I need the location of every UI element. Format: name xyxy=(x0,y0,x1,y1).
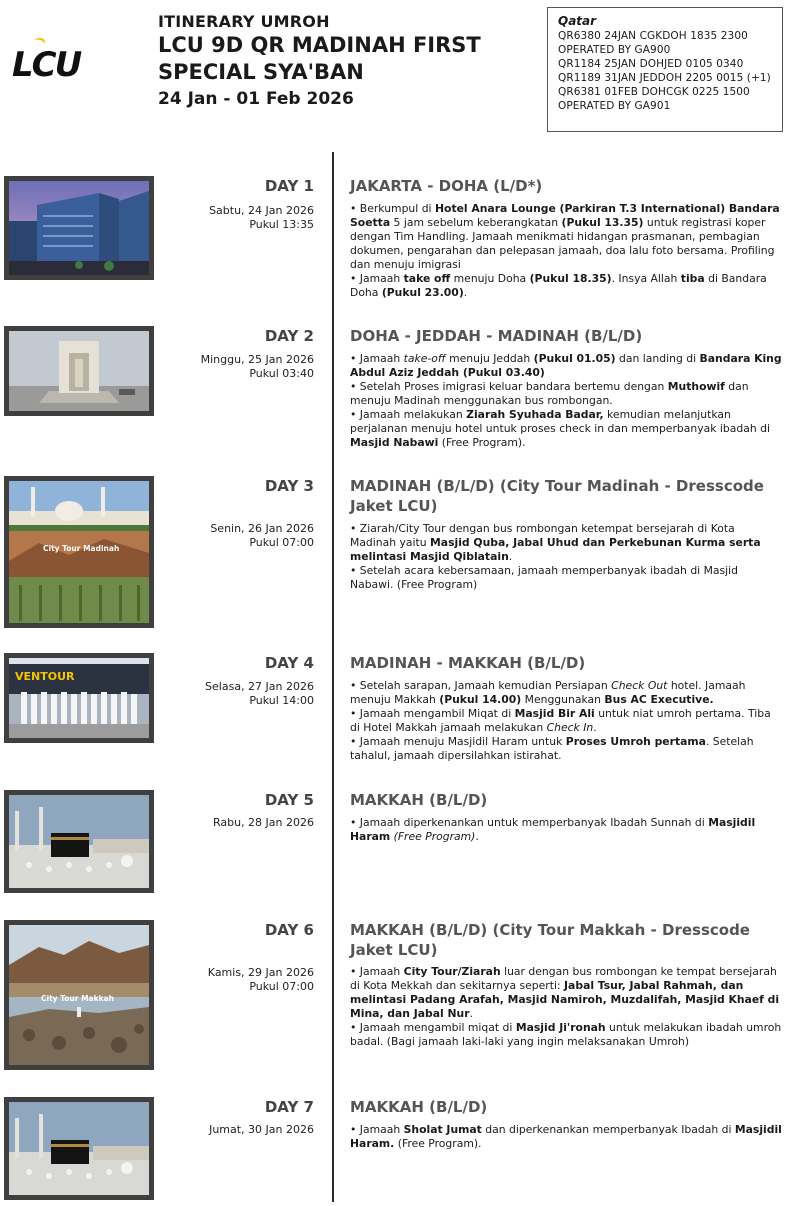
title-line-2: LCU 9D QR MADINAH FIRST xyxy=(158,33,481,57)
itinerary-title xyxy=(158,12,528,110)
description-run: (Free Program) xyxy=(393,830,476,843)
description-run: untuk registrasi koper dengan Tim Handling. Jamaah menikmati hidangan prasmanan, pembagian dokumen, pengarahan dan pelepasan jamaah, doa lalu foto bersama. Profiling dan menuju imigrasi xyxy=(350,216,775,271)
description-run: untuk melakukan ibadah umroh badal. (Bagi jamaah laki-laki yang ingin melaksanakan Umroh) xyxy=(350,1021,782,1048)
description-run: (Pukul 13.35) xyxy=(561,216,644,229)
description-run: . xyxy=(475,830,479,843)
description-run: . Setelah tahalul, jamaah dipersilahkan istirahat. xyxy=(350,735,754,762)
bus-logo-text: VENTOUR xyxy=(15,670,75,683)
day-description xyxy=(350,679,782,763)
description-run: • Ziarah/City Tour dengan bus rombongan ketempat bersejarah di Kota Madinah yaitu xyxy=(350,522,735,549)
description-run: tiba xyxy=(680,272,705,285)
description-run: Masjid Nabawi xyxy=(350,436,439,449)
day-date: Selasa, 27 Jan 2026 xyxy=(205,680,314,693)
description-run: (Pukul 23.00) xyxy=(381,286,464,299)
description-run: Bus AC Executive. xyxy=(604,693,714,706)
day-description xyxy=(350,1123,782,1151)
flight-line: QR6380 24JAN CGKDOH 1835 2300 xyxy=(558,30,748,42)
description-run: dan landing di xyxy=(615,352,700,365)
description-run: . Insya Allah xyxy=(611,272,681,285)
day-time: Pukul 07:00 xyxy=(249,980,314,993)
day-label: DAY 2 xyxy=(264,327,314,345)
day-description xyxy=(350,522,782,592)
day-description xyxy=(350,965,782,1049)
description-paragraph xyxy=(350,679,782,707)
day-description xyxy=(350,816,782,844)
description-paragraph xyxy=(350,816,782,844)
description-run: Bandara King Abdul Aziz Jeddah (Pukul 03.40) xyxy=(350,352,782,379)
day-4-photo xyxy=(4,653,154,743)
description-run: hotel. Jamaah menuju Makkah xyxy=(350,679,746,706)
description-run: kemudian melanjutkan perjalanan menuju hotel untuk proses check in dan memperbanyak ibadah di xyxy=(350,408,770,435)
svg-text:LCU: LCU xyxy=(12,45,81,82)
description-run: Masjid Ji'ronah xyxy=(515,1021,606,1034)
title-line-3: SPECIAL SYA'BAN xyxy=(158,60,364,84)
flight-line: OPERATED BY GA900 xyxy=(558,44,671,56)
day-date: Senin, 26 Jan 2026 xyxy=(210,522,314,535)
day-title: MAKKAH (B/L/D) xyxy=(350,1098,488,1116)
day-title: JAKARTA - DOHA (L/D*) xyxy=(350,177,543,195)
day-6-photo xyxy=(4,920,154,1070)
day-date: Rabu, 28 Jan 2026 xyxy=(212,816,314,829)
description-run: Menggunakan xyxy=(521,693,605,706)
description-run: Check In xyxy=(546,721,594,734)
description-run: di Bandara Doha xyxy=(350,272,767,299)
day-time: Pukul 13:35 xyxy=(249,218,314,231)
description-run: . xyxy=(469,1007,473,1020)
flight-line: QR6381 01FEB DOHCGK 0225 1500 xyxy=(558,86,750,98)
description-run: • Jamaah menuju Masjidil Haram untuk xyxy=(350,735,566,748)
description-paragraph xyxy=(350,1021,782,1049)
description-run: Masjidil Haram xyxy=(350,816,756,843)
description-paragraph xyxy=(350,965,782,1021)
description-run: • Berkumpul di xyxy=(350,202,435,215)
day-date: Jumat, 30 Jan 2026 xyxy=(209,1123,314,1136)
timeline-divider xyxy=(332,152,334,1202)
description-paragraph xyxy=(350,202,782,272)
description-run: Hotel Anara Lounge (Parkiran T.3 International) Bandara Soetta xyxy=(350,202,780,229)
description-run: • Setelah acara kebersamaan, jamaah memperbanyak ibadah di Masjid Nabawi. (Free Program) xyxy=(350,564,739,591)
description-run: untuk niat umroh pertama. Tiba di Hotel Makkah jamaah melakukan xyxy=(350,707,771,734)
day-time: Pukul 14:00 xyxy=(249,694,314,707)
day-2-photo xyxy=(4,326,154,416)
description-run: dan diperkenankan memperbanyak Ibadah di xyxy=(481,1123,735,1136)
description-run: • Jamaah xyxy=(350,272,404,285)
description-paragraph xyxy=(350,1123,782,1151)
description-paragraph xyxy=(350,272,782,300)
day-description xyxy=(350,352,782,450)
day-description xyxy=(350,202,782,300)
description-run: menuju Jeddah xyxy=(445,352,534,365)
description-run: take off xyxy=(403,272,451,285)
description-paragraph xyxy=(350,352,782,380)
flight-info-box xyxy=(547,7,783,132)
day-1-photo xyxy=(4,176,154,280)
description-run: 5 jam sebelum keberangkatan xyxy=(390,216,562,229)
description-run: (Pukul 14.00) xyxy=(439,693,522,706)
description-run: • Setelah Proses imigrasi keluar bandara bertemu dengan xyxy=(350,380,668,393)
description-run: • Jamaah melakukan xyxy=(350,408,467,421)
city-tour-caption: City Tour Makkah xyxy=(41,994,114,1003)
day-label: DAY 7 xyxy=(264,1098,314,1116)
description-run: Ziarah Syuhada Badar, xyxy=(466,408,604,421)
description-paragraph xyxy=(350,522,782,564)
description-run: • Jamaah mengambil miqat di xyxy=(350,1021,516,1034)
description-run: luar dengan bus rombongan ke tempat bersejarah di Kota Mekkah dan sekitarnya seperti: xyxy=(350,965,777,992)
day-date: Kamis, 29 Jan 2026 xyxy=(207,966,314,979)
description-run: dan menuju Madinah menggunakan bus rombongan. xyxy=(350,380,749,407)
day-label: DAY 6 xyxy=(264,921,314,939)
description-run: Muthowif xyxy=(667,380,725,393)
description-run: take-off xyxy=(403,352,446,365)
day-5-photo xyxy=(4,790,154,893)
day-label: DAY 4 xyxy=(264,654,314,672)
description-run: . xyxy=(463,286,468,299)
day-title: MADINAH (B/L/D) (City Tour Madinah - Dresscode Jaket LCU) xyxy=(350,477,764,515)
day-title: MAKKAH (B/L/D) (City Tour Makkah - Dresscode Jaket LCU) xyxy=(350,921,750,959)
description-run: • Jamaah diperkenankan untuk memperbanyak Ibadah Sunnah di xyxy=(350,816,709,829)
day-title: MAKKAH (B/L/D) xyxy=(350,791,488,809)
description-run: • Jamaah xyxy=(350,1123,404,1136)
description-paragraph xyxy=(350,564,782,592)
description-run: Masjidil Haram. xyxy=(350,1123,782,1150)
day-time: Pukul 07:00 xyxy=(249,536,314,549)
day-time: Pukul 03:40 xyxy=(249,367,314,380)
description-run: Masjid Quba, Jabal Uhud dan Perkebunan Kurma serta melintasi Masjid Qiblatain xyxy=(350,536,761,563)
description-run: City Tour/Ziarah xyxy=(403,965,501,978)
day-date: Sabtu, 24 Jan 2026 xyxy=(209,204,314,217)
description-run: • Jamaah xyxy=(350,352,404,365)
description-paragraph xyxy=(350,408,782,450)
description-run: menuju Doha xyxy=(450,272,530,285)
day-3-photo xyxy=(4,476,154,628)
title-line-1: ITINERARY UMROH xyxy=(158,12,330,31)
description-run: Sholat Jumat xyxy=(403,1123,482,1136)
flight-line: QR1189 31JAN JEDDOH 2205 0015 (+1) xyxy=(558,72,771,84)
day-title: DOHA - JEDDAH - MADINAH (B/L/D) xyxy=(350,327,643,345)
airline-name: Qatar xyxy=(558,14,597,28)
day-title: MADINAH - MAKKAH (B/L/D) xyxy=(350,654,586,672)
description-run: (Free Program). xyxy=(438,436,526,449)
description-run: Check Out xyxy=(611,679,668,692)
day-label: DAY 1 xyxy=(264,177,314,195)
trip-dates: 24 Jan - 01 Feb 2026 xyxy=(158,89,354,109)
description-run: Proses Umroh pertama xyxy=(565,735,706,748)
city-tour-caption: City Tour Madinah xyxy=(43,544,120,553)
description-paragraph xyxy=(350,380,782,408)
description-run: (Pukul 18.35) xyxy=(529,272,612,285)
description-run: . xyxy=(593,721,597,734)
day-label: DAY 3 xyxy=(264,477,314,495)
day-7-photo xyxy=(4,1097,154,1200)
description-run: Masjid Bir Ali xyxy=(514,707,595,720)
description-run: (Free Program). xyxy=(394,1137,482,1150)
flight-line: QR1184 25JAN DOHJED 0105 0340 xyxy=(558,58,744,70)
lcu-logo xyxy=(12,36,86,82)
day-date: Minggu, 25 Jan 2026 xyxy=(200,353,314,366)
description-run: • Jamaah mengambil Miqat di xyxy=(350,707,515,720)
description-run: Jabal Tsur, Jabal Rahmah, dan melintasi Padang Arafah, Masjid Namiroh, Muzdalifah, Masjid Khaef di Mina, dan Jabal Nur xyxy=(350,979,780,1020)
description-paragraph xyxy=(350,735,782,763)
description-run: • Setelah sarapan, Jamaah kemudian Persiapan xyxy=(350,679,612,692)
day-label: DAY 5 xyxy=(264,791,314,809)
description-paragraph xyxy=(350,707,782,735)
flight-line: OPERATED BY GA901 xyxy=(558,100,671,112)
description-run: (Pukul 01.05) xyxy=(533,352,616,365)
description-run: . xyxy=(508,550,513,563)
description-run: • Jamaah xyxy=(350,965,404,978)
